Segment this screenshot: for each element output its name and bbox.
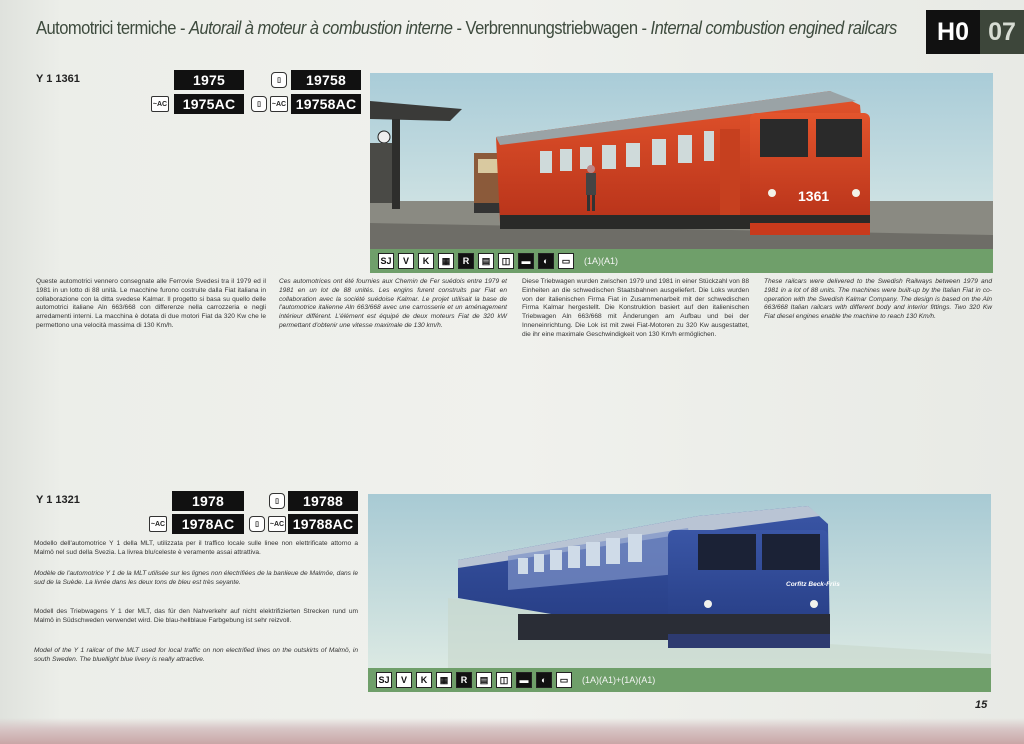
radius-icon: R — [458, 253, 474, 269]
product2-text-german: Modell des Triebwagens Y 1 der MLT, das für den Nahverkehr auf nicht elektrifizierten Strecken rund um Malmö in Südschweden verwendet wird. Die blau-hellblaue Farbgebung ist sehr reizvoll. — [34, 608, 358, 624]
ac-symbol-icon: ~AC — [151, 96, 169, 112]
ac-symbol-icon: ~AC — [270, 96, 288, 112]
product2-article-dc: 1978 — [172, 491, 244, 511]
product1-photo — [370, 73, 993, 249]
product2-feature-strip — [368, 668, 991, 692]
product1-article-dc: 1975 — [174, 70, 244, 90]
loco-name-label: Corfitz Beck-Friis — [786, 581, 840, 588]
radius-icon: R — [456, 672, 472, 688]
min-radius-icon: ◫ — [496, 672, 512, 688]
product2-text-english: Model of the Y 1 railcar of the MLT used for local traffic on non electrified lines on the outskirts of Malmö, in south Sweden. The bluellight blue livery is really attractive. — [34, 647, 358, 663]
voltage-icon: V — [396, 672, 412, 688]
product2-text-italian: Modello dell'automotrice Y 1 della MLT, utilizzata per il traffico locale sulle linee non elettrificate attorno a Malmö nel sud della Svezia. La livrea blu/celeste è veramente assai attrattiva. — [34, 540, 358, 556]
sound-icon: ▯ — [251, 96, 267, 112]
product2-article-dc-sound: 19788 — [288, 491, 358, 511]
page-header-title: Automotrici termiche - Autorail à moteur à combustion interne - Verbrennungstriebwagen - Internal combustion engined railcars — [36, 18, 897, 38]
length-icon: ▭ — [556, 672, 572, 688]
product1-feature-strip — [370, 249, 993, 273]
title-english: Internal combustion engined railcars — [650, 18, 897, 38]
interior-light-icon: ▦ — [438, 253, 454, 269]
kinematic-coupler-icon: K — [418, 253, 434, 269]
interior-light-icon: ▦ — [436, 672, 452, 688]
product2-article-ac: 1978AC — [172, 514, 244, 534]
ac-symbol-icon: ~AC — [268, 516, 286, 532]
product1-text-german: Diese Triebwagen wurden zwischen 1979 und 1981 in einer Stückzahl von 88 Einheiten an die schwedischen Staatsbahnen ausgeliefert. Die Loks wurden von der italienischen Firma Fiat in Zusammenarbeit mit der schwedischen Firma Kalmar hergestellt. Die Konstruktion basiert auf den italienischen Triebwagen Aln 663/668 mit Änderungen am Aufbau und bei der Inneneinrichtung. Die Lok ist mit zwei Fiat-Motoren zu 320 Kw ausgestattet, die ihr eine maximale Geschwindigkeit von 130 Km/h ermöglichen. — [522, 278, 749, 338]
sound-icon: ▯ — [271, 72, 287, 88]
ac-symbol-icon: ~AC — [149, 516, 167, 532]
axle-arrangement: (1A)(A1) — [584, 256, 619, 266]
product1-article-dc-sound: 19758 — [291, 70, 361, 90]
digital-interface-icon: ▬ — [516, 672, 532, 688]
product2-article-ac-sound: 19788AC — [288, 514, 358, 534]
sj-logo-icon: SJ — [378, 253, 394, 269]
sound-icon: ▯ — [269, 493, 285, 509]
scale-badge: H0 — [926, 10, 980, 54]
product1-text-italian: Queste automotrici vennero consegnate alle Ferrovie Svedesi tra il 1979 ed il 1981 in un lotto di 88 unità. Le macchine furono costruite dalla Fiat italiana in collaborazione con la ditta svedese Kalmar. Il progetto si basa su quello delle automotrici italiane Aln 663/668 con differenze nella carrozzeria e negli arredamenti interni. La macchina è dotata di due motori Fiat da 320 Kw che le permettono una velocità massima di 130 Km/h. — [36, 278, 266, 329]
sj-logo-icon: SJ — [376, 672, 392, 688]
length-icon: ▭ — [558, 253, 574, 269]
lights-icon: ◐ — [538, 253, 554, 269]
product2-text-french: Modèle de l'automotrice Y 1 de la MLT utilisée sur les lignes non électrifiées de la banlieue de Malmöe, dans le sud de la Suède. La livrée dans les deux tons de bleu est très seyante. — [34, 570, 358, 586]
product1-text-english: These railcars were delivered to the Swedish Railways between 1979 and 1981 in a lot of 88 units. The machines were built-up by the Italian Fiat in co-operation with the Swedish Kalmar Company. The design is based on the Aln 663/668 Italian railcars with different body and interior fittings. Two 320 Kw Fiat diesel engines enable the machine to reach 130 Km/h. — [764, 278, 992, 321]
product1-article-ac: 1975AC — [174, 94, 244, 114]
title-french: Autorail à moteur à combustion interne — [188, 18, 453, 38]
sound-icon: ▯ — [249, 516, 265, 532]
voltage-icon: V — [398, 253, 414, 269]
product2-code: Y 1 1321 — [36, 494, 80, 506]
product1-text-french: Ces automotrices ont été fournies aux Chemin de Fer suédois entre 1979 et 1981 en un lot de 88 unités. Les engins furent construits par Fiat en collaboration avec la société suédoise Kalmar. Le projet utilisait la base de l'automotrice italienne Aln 663/668 avec une carrosserie et un aménagement intérieur différent. L'élément est équipé de deux moteurs Fiat de 320 kW permettant d'obtenir une vitesse maximale de 130 km/h. — [279, 278, 507, 329]
min-radius-icon: ◫ — [498, 253, 514, 269]
page-number: 15 — [975, 699, 988, 711]
product1-article-ac-sound: 19758AC — [291, 94, 361, 114]
lights-icon: ◐ — [536, 672, 552, 688]
loco-number-label: 1361 — [798, 188, 830, 204]
title-german: Verbrennungstriebwagen — [465, 18, 638, 38]
axle-arrangement: (1A)(A1)+(1A)(A1) — [582, 675, 656, 685]
product2-photo — [368, 494, 991, 668]
digital-interface-icon: ▬ — [518, 253, 534, 269]
product1-code: Y 1 1361 — [36, 73, 80, 85]
kinematic-coupler-icon: K — [416, 672, 432, 688]
section-number: 07 — [980, 10, 1024, 54]
title-italian: Automotrici termiche — [36, 18, 176, 38]
motor-icon: ▤ — [478, 253, 494, 269]
motor-icon: ▤ — [476, 672, 492, 688]
